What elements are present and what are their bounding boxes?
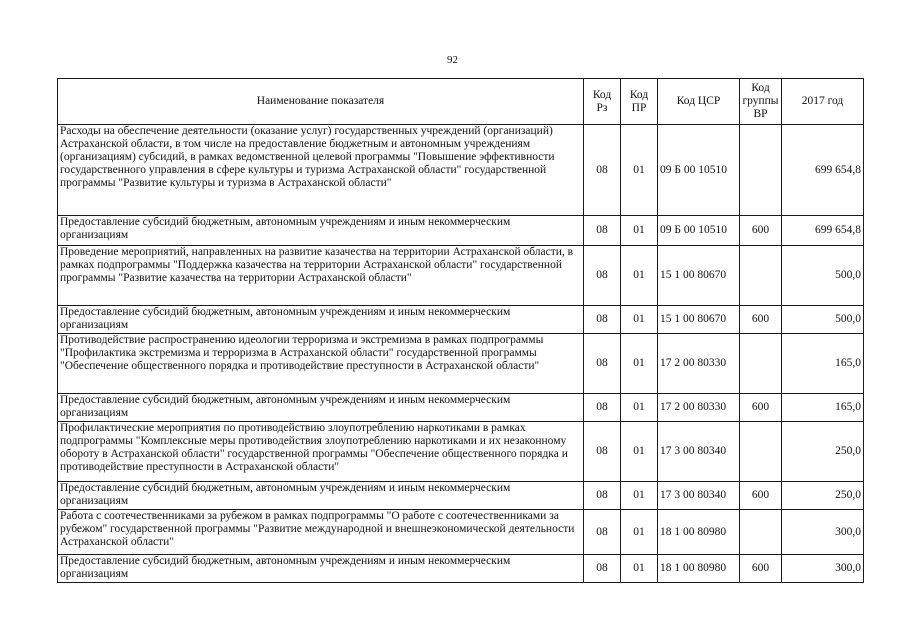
row-name: Предоставление субсидий бюджетным, автономным учреждениям и иным некоммерческим организациям xyxy=(58,306,584,334)
header-name: Наименование показателя xyxy=(58,79,584,125)
row-vr: 600 xyxy=(740,482,782,510)
row-pr: 01 xyxy=(621,306,658,334)
header-vr: Код группы ВР xyxy=(740,79,782,125)
row-amount: 500,0 xyxy=(782,306,864,334)
row-name: Расходы на обеспечение деятельности (оказание услуг) государственных учреждений (организаций) Астраханской области, в том числе на предоставление бюджетным и автономным учреждениям (организациям) субсидий, в рамках ведомственной целевой программы "Повышение эффективности государственного управления в сфере культуры и туризма Астраханской области" государственной программы "Развитие культуры и туризма в Астраханской области" xyxy=(58,125,584,216)
row-amount: 250,0 xyxy=(782,482,864,510)
row-rz: 08 xyxy=(584,125,621,216)
row-rz: 08 xyxy=(584,482,621,510)
row-vr: 600 xyxy=(740,306,782,334)
row-name: Предоставление субсидий бюджетным, автономным учреждениям и иным некоммерческим организациям xyxy=(58,555,584,583)
table-row xyxy=(58,334,864,394)
row-csr: 09 Б 00 10510 xyxy=(658,216,740,246)
budget-table xyxy=(57,78,864,583)
row-rz: 08 xyxy=(584,334,621,394)
row-csr: 15 1 00 80670 xyxy=(658,306,740,334)
row-pr: 01 xyxy=(621,394,658,422)
row-name: Предоставление субсидий бюджетным, автономным учреждениям и иным некоммерческим организациям xyxy=(58,216,584,246)
row-vr xyxy=(740,125,782,216)
row-pr: 01 xyxy=(621,422,658,482)
header-year: 2017 год xyxy=(782,79,864,125)
row-amount: 165,0 xyxy=(782,334,864,394)
table-row xyxy=(58,482,864,510)
row-rz: 08 xyxy=(584,510,621,555)
row-pr: 01 xyxy=(621,246,658,306)
row-pr: 01 xyxy=(621,125,658,216)
row-amount: 500,0 xyxy=(782,246,864,306)
row-name: Противодействие распространению идеологии терроризма и экстремизма в рамках подпрограммы "Профилактика экстремизма и терроризма в Астраханской области" государственной программы "Обеспечение общественного порядка и противодействие преступности в Астраханской области" xyxy=(58,334,584,394)
table-row xyxy=(58,125,864,216)
row-rz: 08 xyxy=(584,422,621,482)
table-row xyxy=(58,394,864,422)
row-amount: 165,0 xyxy=(782,394,864,422)
row-vr: 600 xyxy=(740,394,782,422)
row-pr: 01 xyxy=(621,510,658,555)
table-row xyxy=(58,306,864,334)
row-rz: 08 xyxy=(584,306,621,334)
table-row xyxy=(58,216,864,246)
row-vr: 600 xyxy=(740,216,782,246)
row-pr: 01 xyxy=(621,482,658,510)
row-pr: 01 xyxy=(621,216,658,246)
row-csr: 18 1 00 80980 xyxy=(658,510,740,555)
row-pr: 01 xyxy=(621,555,658,583)
row-amount: 300,0 xyxy=(782,555,864,583)
row-vr: 600 xyxy=(740,555,782,583)
row-csr: 15 1 00 80670 xyxy=(658,246,740,306)
row-csr: 17 3 00 80340 xyxy=(658,482,740,510)
row-rz: 08 xyxy=(584,394,621,422)
page-number: 92 xyxy=(447,54,458,66)
row-csr: 09 Б 00 10510 xyxy=(658,125,740,216)
row-csr: 18 1 00 80980 xyxy=(658,555,740,583)
row-name: Профилактические мероприятия по противодействию злоупотреблению наркотиками в рамках подпрограммы "Комплексные меры противодействия злоупотреблению наркотиками и их незаконному обороту в Астраханской области" государственной программы "Обеспечение общественного порядка и противодействие преступности в Астраханской области" xyxy=(58,422,584,482)
row-amount: 699 654,8 xyxy=(782,125,864,216)
row-csr: 17 2 00 80330 xyxy=(658,334,740,394)
header-pr: Код ПР xyxy=(621,79,658,125)
row-amount: 250,0 xyxy=(782,422,864,482)
row-rz: 08 xyxy=(584,555,621,583)
table-row xyxy=(58,555,864,583)
row-amount: 300,0 xyxy=(782,510,864,555)
row-name: Предоставление субсидий бюджетным, автономным учреждениям и иным некоммерческим организациям xyxy=(58,482,584,510)
row-rz: 08 xyxy=(584,246,621,306)
header-csr: Код ЦСР xyxy=(658,79,740,125)
row-pr: 01 xyxy=(621,334,658,394)
row-vr xyxy=(740,510,782,555)
row-amount: 699 654,8 xyxy=(782,216,864,246)
row-name: Работа с соотечественниками за рубежом в рамках подпрограммы "О работе с соотечественниками за рубежом" государственной программы "Развитие международной и внешнеэкономической деятельности Астраханской области" xyxy=(58,510,584,555)
row-csr: 17 2 00 80330 xyxy=(658,394,740,422)
row-name: Предоставление субсидий бюджетным, автономным учреждениям и иным некоммерческим организациям xyxy=(58,394,584,422)
table-row xyxy=(58,246,864,306)
row-vr xyxy=(740,246,782,306)
row-csr: 17 3 00 80340 xyxy=(658,422,740,482)
header-rz: Код Рз xyxy=(584,79,621,125)
row-vr xyxy=(740,422,782,482)
table-row xyxy=(58,510,864,555)
table-header-row xyxy=(58,79,864,125)
row-rz: 08 xyxy=(584,216,621,246)
row-vr xyxy=(740,334,782,394)
row-name: Проведение мероприятий, направленных на развитие казачества на территории Астраханской области, в рамках подпрограммы "Поддержка казачества на территории Астраханской области" государственной программы "Развитие казачества на территории Астраханской области" xyxy=(58,246,584,306)
table-row xyxy=(58,422,864,482)
